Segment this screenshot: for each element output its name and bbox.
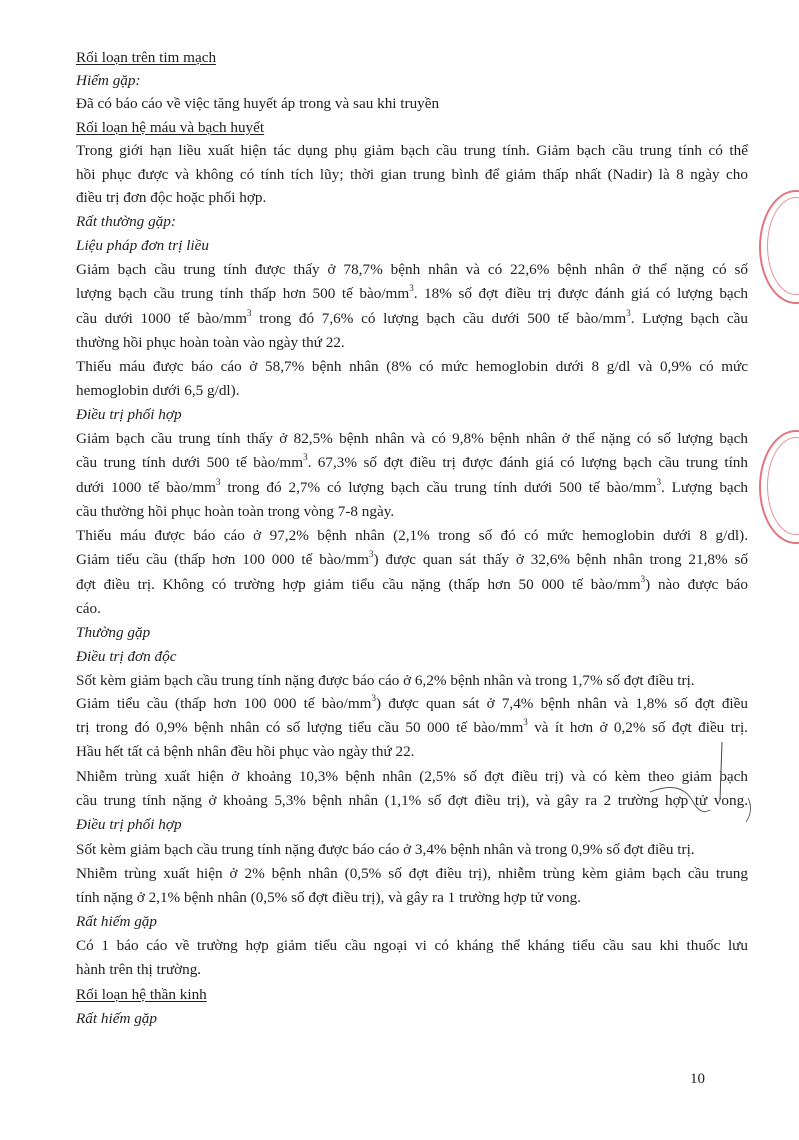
text-line <box>76 357 748 377</box>
text-line <box>76 284 748 304</box>
superscript: 3 <box>640 573 646 584</box>
text-segment: tính nặng ở 2,1% bệnh nhân (0,5% số đợt điều trị), và gây ra 1 trường hợp tử vong. <box>76 889 581 906</box>
text-segment: Điều trị đơn độc <box>76 648 177 665</box>
text-segment: ) được quan sát thấy ở 32,6% bệnh nhân trong 21,8% số <box>373 551 748 568</box>
text-line <box>76 453 748 473</box>
text-segment: Nhiễm trùng xuất hiện ở khoảng 10,3% bệnh nhân (2,5% số đợt điều trị) và có kèm theo giảm bạch <box>76 768 748 785</box>
text-line <box>76 333 748 353</box>
text-line <box>76 526 748 546</box>
page-number: 10 <box>690 1071 705 1087</box>
text-segment: cầu trung tính nặng ở khoảng 5,3% bệnh nhân (1,1% số đợt điều trị), và gây ra 2 trường hợp tử vong. <box>76 792 748 809</box>
text-line <box>76 94 748 114</box>
text-segment: Điều trị phối hợp <box>76 406 182 423</box>
text-segment: và ít hơn ở 0,2% số đợt điều trị. <box>527 719 748 736</box>
text-segment: dưới 1000 tế bào/mm <box>76 479 216 496</box>
text-line <box>76 671 748 691</box>
text-segment: Liệu pháp đơn trị liều <box>76 237 209 254</box>
text-line <box>76 718 748 738</box>
superscript: 3 <box>656 476 661 487</box>
text-segment: Rối loạn hệ máu và bạch huyết <box>76 119 265 136</box>
text-segment: Giảm bạch cầu trung tính thấy ở 82,5% bệnh nhân và có 9,8% bệnh nhân ở thể nặng có số lượng bạch <box>76 430 748 447</box>
text-segment: Giảm bạch cầu trung tính được thấy ở 78,7% bệnh nhân và có 22,6% bệnh nhân ở thể nặng có số <box>76 261 748 278</box>
text-line <box>76 141 748 161</box>
text-line <box>76 212 748 232</box>
text-segment: Có 1 báo cáo về trường hợp giảm tiểu cầu ngoại vi có kháng thể kháng tiểu cầu sau khi thuốc lưu <box>76 937 748 954</box>
text-line <box>76 840 748 860</box>
superscript: 3 <box>371 692 376 703</box>
text-segment: Thiếu máu được báo cáo ở 58,7% bệnh nhân (8% có mức hemoglobin dưới 8 g/dl và 0,9% có mức <box>76 358 748 375</box>
superscript: 3 <box>409 282 414 293</box>
text-segment: điều trị đơn độc hoặc phối hợp. <box>76 189 267 206</box>
text-segment: Đã có báo cáo về việc tăng huyết áp trong và sau khi truyền <box>76 95 440 112</box>
text-segment: Sốt kèm giảm bạch cầu trung tính nặng được báo cáo ở 3,4% bệnh nhân và trong 0,9% số đợt điều trị. <box>76 841 695 858</box>
text-segment: cầu thường hồi phục hoàn toàn trong vòng 7-8 ngày. <box>76 503 395 520</box>
superscript: 3 <box>369 548 374 559</box>
text-line <box>76 309 748 329</box>
text-line <box>76 888 748 908</box>
text-segment: lượng bạch cầu trung tính thấp hơn 500 tế bào/mm <box>76 285 410 302</box>
text-segment: trong đó 2,7% có lượng bạch cầu trung tính dưới 500 tế bào/mm <box>220 479 657 496</box>
text-segment: Giảm tiểu cầu (thấp hơn 100 000 tế bào/mm <box>76 551 369 568</box>
text-line <box>76 694 748 714</box>
text-line <box>76 575 748 595</box>
text-segment: Sốt kèm giảm bạch cầu trung tính nặng được báo cáo ở 6,2% bệnh nhân và trong 1,7% số đợt điều trị. <box>76 672 695 689</box>
text-line <box>76 936 748 956</box>
text-line <box>76 550 748 570</box>
text-segment: . 18% số đợt điều trị được đánh giá có lượng bạch <box>413 285 749 302</box>
text-line <box>76 405 748 425</box>
text-segment: . 67,3% số đợt điều trị được đánh giá có lượng bạch cầu trung tính <box>307 454 748 471</box>
superscript: 3 <box>626 307 631 318</box>
text-segment: hồi phục được và không có tính tích lũy; thời gian trung bình để giảm thấp nhất (Nadir) là 8 ngày cho <box>76 166 748 183</box>
text-segment: Hiếm gặp: <box>76 72 141 89</box>
text-segment: Rối loạn trên tim mạch <box>76 49 217 66</box>
text-segment: đợt điều trị. Không có trường hợp giảm tiểu cầu nặng (thấp hơn 50 000 tế bào/mm <box>76 576 641 593</box>
superscript: 3 <box>215 476 221 487</box>
text-segment: Thường gặp <box>76 624 151 641</box>
superscript: 3 <box>523 716 528 727</box>
text-line <box>76 647 748 667</box>
superscript: 3 <box>246 307 252 318</box>
text-line <box>76 1009 748 1029</box>
text-segment: thường hồi phục hoàn toàn vào ngày thứ 22. <box>76 334 345 351</box>
text-segment: cầu trung tính dưới 500 tế bào/mm <box>76 454 304 471</box>
text-segment: ) nào được báo <box>645 576 749 593</box>
text-line <box>76 48 748 68</box>
text-line <box>76 985 748 1005</box>
text-line <box>76 381 748 401</box>
text-segment: ) được quan sát ở 7,4% bệnh nhân và 1,8% số đợt điều <box>376 695 748 712</box>
superscript: 3 <box>303 451 308 462</box>
handwritten-mark <box>640 740 760 830</box>
text-line <box>76 960 748 980</box>
text-segment: Giảm tiểu cầu (thấp hơn 100 000 tế bào/mm <box>76 695 372 712</box>
text-line <box>76 864 748 884</box>
text-line <box>76 502 748 522</box>
text-line <box>76 478 748 498</box>
text-line <box>76 429 748 449</box>
text-segment: . Lượng bạch <box>660 479 748 496</box>
text-segment: cầu dưới 1000 tế bào/mm <box>76 310 247 327</box>
text-line <box>76 260 748 280</box>
text-line <box>76 118 748 138</box>
text-line <box>76 188 748 208</box>
text-line <box>76 71 748 91</box>
text-segment: Rất thường gặp: <box>76 213 176 230</box>
text-segment: Rối loạn hệ thần kinh <box>76 986 207 1003</box>
text-segment: Nhiễm trùng xuất hiện ở 2% bệnh nhân (0,5% số đợt điều trị), nhiễm trùng kèm giảm bạch cầu trung <box>76 865 748 882</box>
text-segment: . Lượng bạch cầu <box>630 310 748 327</box>
text-segment: cáo. <box>76 600 101 617</box>
text-line <box>76 165 748 185</box>
text-segment: Rất hiếm gặp <box>76 1010 157 1027</box>
text-line <box>76 912 748 932</box>
text-segment: trị trong đó 0,9% bệnh nhân có số lượng tiểu cầu 50 000 tế bào/mm <box>76 719 524 736</box>
text-line <box>76 599 748 619</box>
text-segment: trong đó 7,6% có lượng bạch cầu dưới 500 tế bào/mm <box>251 310 627 327</box>
text-segment: Điều trị phối hợp <box>76 816 182 833</box>
text-segment: hemoglobin dưới 6,5 g/dl). <box>76 382 240 399</box>
text-segment: Trong giới hạn liều xuất hiện tác dụng phụ giảm bạch cầu trung tính. Giảm bạch cầu trung tính có thể <box>76 142 748 159</box>
text-segment: Rất hiếm gặp <box>76 913 157 930</box>
text-line <box>76 623 748 643</box>
text-segment: Thiếu máu được báo cáo ở 97,2% bệnh nhân (2,1% trong số đó có mức hemoglobin dưới 8 g/dl). <box>76 527 748 544</box>
text-segment: hành trên thị trường. <box>76 961 202 978</box>
text-line <box>76 236 748 256</box>
text-segment: Hầu hết tất cả bệnh nhân đều hồi phục vào ngày thứ 22. <box>76 743 415 760</box>
